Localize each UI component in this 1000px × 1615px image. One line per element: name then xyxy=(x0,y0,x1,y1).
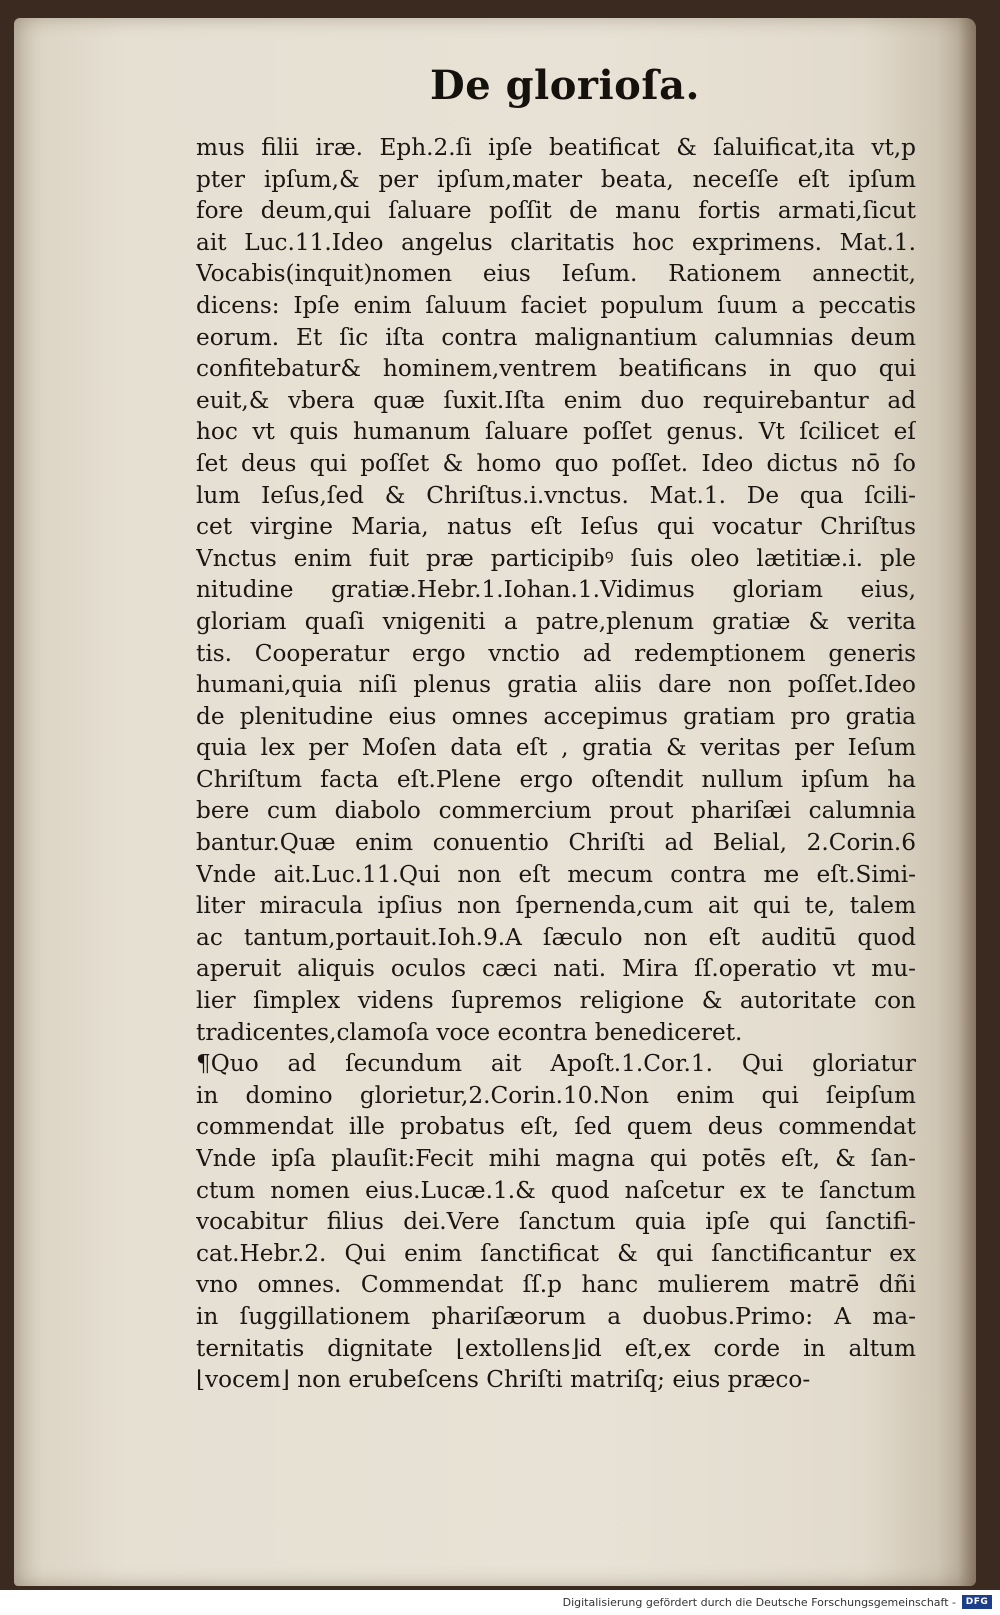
text-line: liter miracula ipſius non ſpernenda,cum ait qui te, talem xyxy=(196,892,916,920)
text-line: dicens: Ipſe enim ſaluum faciet populum ſuum a peccatis xyxy=(196,291,916,319)
text-line: ¶Quo ad ſecundum ait Apoſt.1.Cor.1. Qui gloriatur xyxy=(196,1050,916,1078)
text-line: gloriam quaſi vnigeniti a patre,plenum gratiæ & verita xyxy=(196,607,916,635)
text-line: humani,quia niſi plenus gratia aliis dare non poſſet.Ideo xyxy=(196,671,916,699)
text-line: fore deum,qui ſaluare poſſit de manu fortis armati,ſicut xyxy=(196,197,916,225)
text-line: bantur.Quæ enim conuentio Chriſti ad Belial, 2.Corin.6 xyxy=(196,829,916,857)
text-line: pter ipſum,& per ipſum,mater beata, neceſſe eſt ipſum xyxy=(196,165,916,193)
text-line: commendat ille probatus eſt, ſed quem deus commendat xyxy=(196,1113,916,1141)
text-line: Vocabis(inquit)nomen eius Ieſum. Rationem annectit, xyxy=(196,260,916,288)
text-line: in domino glorietur,2.Corin.10.Non enim qui ſeipſum xyxy=(196,1081,916,1109)
text-line: Vnde ait.Luc.11.Qui non eſt mecum contra me eſt.Simi- xyxy=(196,860,916,888)
text-line: nitudine gratiæ.Hebr.1.Iohan.1.Vidimus gloriam eius, xyxy=(196,576,916,604)
text-line: hoc vt quis humanum ſaluare poſſet genus. Vt ſcilicet eſ xyxy=(196,418,916,446)
text-line: lum Ieſus,ſed & Chriſtus.i.vnctus. Mat.1. De qua ſcili- xyxy=(196,481,916,509)
text-line: tis. Cooperatur ergo vnctio ad redemptionem generis xyxy=(196,639,916,667)
text-line: ⌊vocem⌋ non erubeſcens Chriſti matriſq; eius præco- xyxy=(196,1366,811,1394)
text-line: ac tantum,portauit.Ioh.9.A ſæculo non eſt auditū quod xyxy=(196,923,916,951)
text-line: cet virgine Maria, natus eſt Ieſus qui vocatur Chriſtus xyxy=(196,513,916,541)
text-line: Chriſtum facta eſt.Plene ergo oſtendit nullum ipſum ha xyxy=(196,765,916,793)
text-line: in ſuggillationem phariſæorum a duobus.Primo: A ma- xyxy=(196,1302,916,1330)
text-line: Vnde ipſa plauſit:Fecit mihi magna qui potēs eſt, & ſan- xyxy=(196,1145,916,1172)
text-line: ternitatis dignitate ⌊extollens⌋id eſt,ex corde in altum xyxy=(196,1334,916,1362)
text-line: mus filii iræ. Eph.2.ſi ipſe beatificat & ſaluificat,ita vt,p xyxy=(196,134,916,161)
text-line: de plenitudine eius omnes accepimus gratiam pro gratia xyxy=(196,702,916,730)
text-line: lier ſimplex videns ſupremos religione & autoritate con xyxy=(196,987,916,1015)
text-line: ait Luc.11.Ideo angelus claritatis hoc exprimens. Mat.1. xyxy=(196,228,916,256)
text-line: confitebatur& hominem,ventrem beatificans in quo qui xyxy=(196,355,916,383)
text-line: euit,& vbera quæ ſuxit.Iſta enim duo requirebantur ad xyxy=(196,386,916,414)
footer-bar xyxy=(0,1590,1000,1615)
text-line: tradicentes,clamoſa voce econtra benediceret. xyxy=(196,1018,743,1046)
page-edge-shadow xyxy=(958,18,976,1586)
text-line: ſet deus qui poſſet & homo quo poſſet. Ideo dictus nō ſo xyxy=(196,449,916,477)
running-head: De glorioſa. xyxy=(430,62,700,109)
text-line: vocabitur filius dei.Vere ſanctum quia ipſe qui ſanctifi- xyxy=(196,1208,916,1236)
text-line: eorum. Et ſic iſta contra malignantium calumnias deum xyxy=(196,323,916,351)
text-line: quia lex per Moſen data eſt , gratia & veritas per Ieſum xyxy=(196,734,916,762)
footer-credit: Digitalisierung gefördert durch die Deutsche Forschungsgemeinschaft - xyxy=(562,1596,956,1609)
text-line: bere cum diabolo commercium prout phariſæi calumnia xyxy=(196,797,916,825)
dfg-logo: DFG xyxy=(962,1595,992,1609)
text-line: aperuit aliquis oculos cæci nati. Mira ſſ.operatio vt mu- xyxy=(196,955,916,983)
text-line: vno omnes. Commendat ſſ.p hanc mulierem matrē dñi xyxy=(196,1271,916,1299)
text-line: Vnctus enim fuit præ participibꝰ ſuis oleo lætitiæ.i. ple xyxy=(196,544,916,572)
text-line: ctum nomen eius.Lucæ.1.& quod naſcetur ex te ſanctum xyxy=(196,1176,916,1204)
body-text xyxy=(196,132,916,1396)
text-line: cat.Hebr.2. Qui enim ſanctificat & qui ſanctificantur ex xyxy=(196,1239,916,1267)
